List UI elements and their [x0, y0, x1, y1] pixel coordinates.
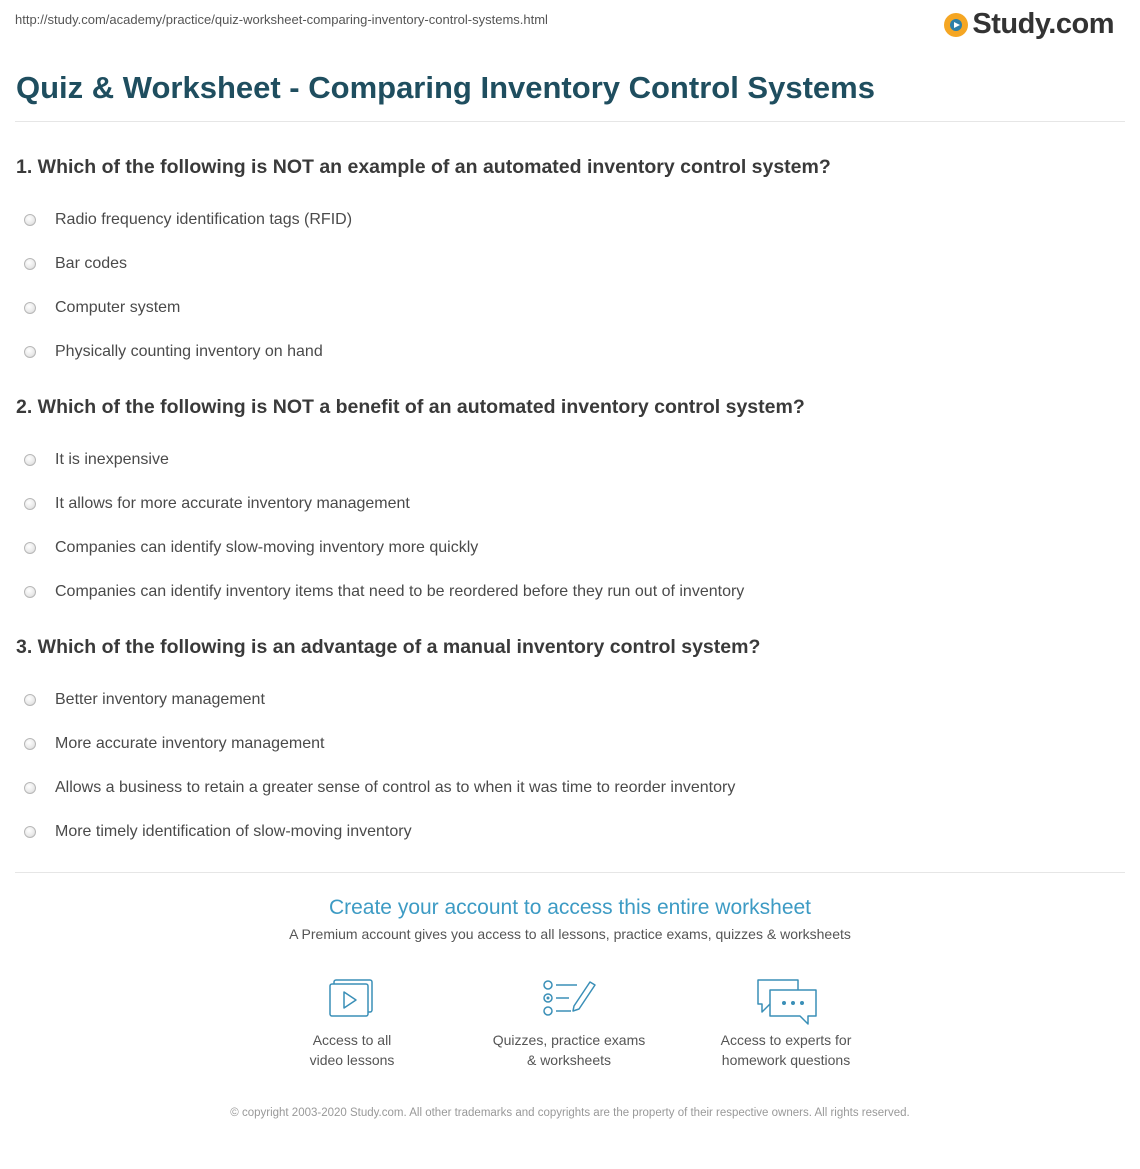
premium-features [0, 976, 1140, 1076]
answer-option[interactable] [16, 526, 1116, 570]
feature-label [469, 1030, 669, 1070]
page-url[interactable]: http://study.com/academy/practice/quiz-worksheet-comparing-inventory-control-systems.html [15, 12, 548, 27]
study-logo-text: Study.com [972, 8, 1114, 40]
cta-subtitle: A Premium account gives you access to all lessons, practice exams, quizzes & worksheets [289, 926, 851, 942]
answer-text: It allows for more accurate inventory management [55, 495, 410, 512]
answer-list [16, 438, 1116, 614]
answer-option[interactable] [16, 438, 1116, 482]
top-bar [0, 0, 1140, 50]
answer-option[interactable] [16, 242, 1116, 286]
title-divider [15, 121, 1125, 122]
answer-text: More timely identification of slow-moving inventory [55, 823, 412, 840]
copyright-notice: © copyright 2003-2020 Study.com. All other trademarks and copyrights are the property of their respective owners. All rights reserved. [230, 1107, 910, 1119]
feature-label [252, 1030, 452, 1070]
quiz-checklist-icon [541, 976, 597, 1020]
feature-label-line: video lessons [309, 1052, 395, 1068]
answer-option[interactable] [16, 330, 1116, 374]
answer-text: Allows a business to retain a greater sense of control as to when it was time to reorder inventory [55, 779, 736, 796]
feature-label-line: & worksheets [526, 1052, 612, 1068]
radio-button-icon[interactable] [24, 258, 36, 270]
radio-button-icon[interactable] [24, 454, 36, 466]
study-logo[interactable] [944, 8, 1114, 41]
question-text: 2. Which of the following is NOT a benefit of an automated inventory control system? [16, 396, 805, 418]
radio-button-icon[interactable] [24, 826, 36, 838]
radio-button-icon[interactable] [24, 586, 36, 598]
answer-option[interactable] [16, 198, 1116, 242]
cta-divider [15, 872, 1125, 873]
feature-label-line: homework questions [721, 1052, 851, 1068]
feature-experts [686, 976, 886, 1070]
answer-text: Bar codes [55, 255, 128, 272]
answer-text: Computer system [55, 299, 181, 316]
radio-button-icon[interactable] [24, 694, 36, 706]
radio-button-icon[interactable] [24, 498, 36, 510]
feature-label-line: Access to all [312, 1032, 392, 1048]
answer-option[interactable] [16, 678, 1116, 722]
answer-option[interactable] [16, 810, 1116, 854]
video-lesson-icon [326, 976, 378, 1020]
answer-text: Radio frequency identification tags (RFID) [55, 211, 353, 228]
feature-label-line: Quizzes, practice exams [492, 1032, 646, 1048]
radio-button-icon[interactable] [24, 782, 36, 794]
answer-option[interactable] [16, 570, 1116, 614]
study-logo-icon [944, 13, 968, 37]
answer-option[interactable] [16, 722, 1116, 766]
radio-button-icon[interactable] [24, 542, 36, 554]
answer-text: More accurate inventory management [55, 735, 325, 752]
answer-text: Physically counting inventory on hand [55, 343, 323, 360]
feature-label-line: Access to experts for [720, 1032, 852, 1048]
answer-option[interactable] [16, 766, 1116, 810]
radio-button-icon[interactable] [24, 738, 36, 750]
answer-option[interactable] [16, 286, 1116, 330]
answer-text: Better inventory management [55, 691, 265, 708]
answer-list [16, 198, 1116, 374]
radio-button-icon[interactable] [24, 214, 36, 226]
feature-video-lessons [252, 976, 452, 1070]
answer-text: Companies can identify slow-moving inventory more quickly [55, 539, 479, 556]
question-text: 3. Which of the following is an advantage of a manual inventory control system? [16, 636, 761, 658]
create-account-link[interactable]: Create your account to access this entire worksheet [328, 896, 812, 919]
question-2 [16, 395, 1116, 614]
feature-quizzes [469, 976, 669, 1070]
question-3 [16, 635, 1116, 854]
radio-button-icon[interactable] [24, 302, 36, 314]
radio-button-icon[interactable] [24, 346, 36, 358]
question-1 [16, 155, 1116, 374]
answer-text: Companies can identify inventory items that need to be reordered before they run out of inventory [55, 583, 745, 600]
answer-list [16, 678, 1116, 854]
answer-option[interactable] [16, 482, 1116, 526]
answer-text: It is inexpensive [55, 451, 169, 468]
chat-bubbles-icon [754, 976, 818, 1028]
feature-label [686, 1030, 886, 1070]
question-text: 1. Which of the following is NOT an example of an automated inventory control system? [16, 156, 831, 178]
page-title: Quiz & Worksheet - Comparing Inventory Control Systems [16, 70, 875, 105]
